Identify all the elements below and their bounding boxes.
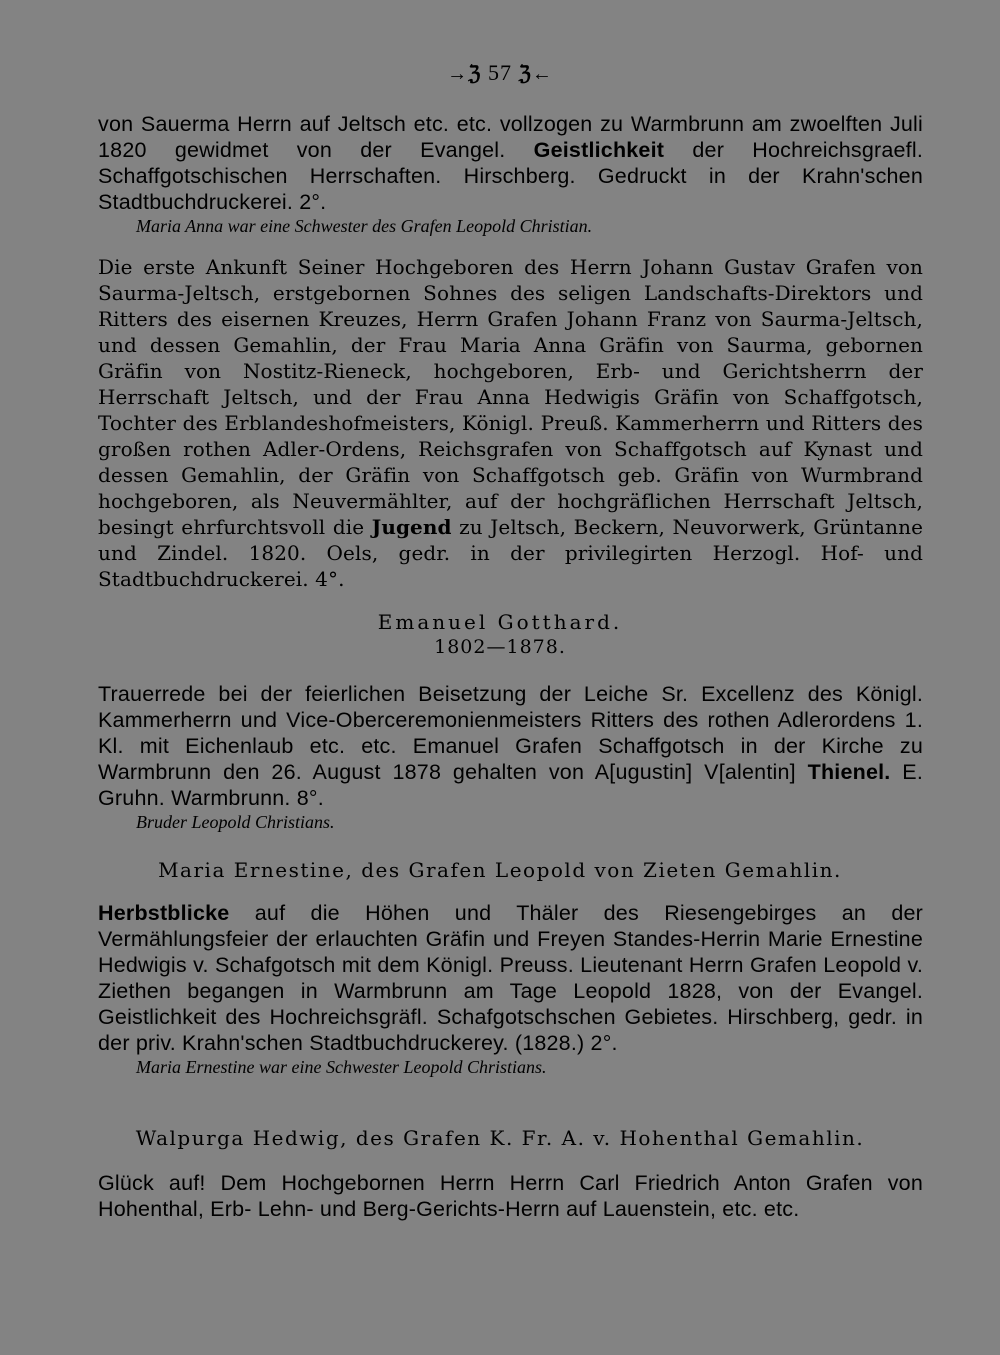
entry-text [98,900,923,1056]
heading-name: Emanuel Gotthard. [377,610,623,634]
entry-text-start: von Sauerma Herrn auf Jeltsch etc. etc. vollzogen zu Warmbrunn am zwoelften Juli 1820 gewidmet von der Evangel. [98,112,923,162]
entry-hohenthal [98,1170,923,1222]
page-number: 57 [488,60,512,85]
entry-text [98,254,923,592]
entry-note: Maria Anna war eine Schwester des Grafen Leopold Christian. [136,216,593,236]
entry-text-end: auf die Höhen und Thäler des Riesengebirges an der Vermählungsfeier der erlauchten Gräfin und Freyen Standes-Herrin Marie Ernestine Hedwigis v. Schafgotsch mit dem Königl. Preuss. Lieutenant Herrn Grafen Leopold v. Ziethen begangen in Warmbrunn am Tage Leopold 1828, von der Evangel. Geistlichkeit des Hochreichsgräfl. Schafgotschschen Gebietes. Hirschberg, gedr. in der priv. Krahn'schen Stadtbuchdruckerey. (1828.) 2°. [98,901,923,1055]
ornament-left: →ℨ [447,63,482,85]
entry-text-end: der Hochreichsgraefl. Schaffgotschischen Herrschaften. Hirschberg. Gedruckt in der Krahn'schen Stadtbuchdruckerei. 2°. [98,138,923,214]
entry-text [98,111,923,215]
entry-note: Bruder Leopold Christians. [136,812,335,832]
entry-text-end: E. Gruhn. Warmbrunn. 8°. [98,760,923,810]
entry-author: Jugend [371,515,452,539]
page-header [0,60,1000,86]
entry-trauerrede-1878 [98,681,923,833]
entry-title: Herbstblicke [98,901,230,925]
entry-text-start: Die erste Ankunft Seiner Hochgeboren des Herrn Johann Gustav Grafen von Saurma-Jeltsch, erstgebornen Sohnes des seligen Landschafts-Direktors und Ritters des eisernen Kreuzes, Herrn Grafen Johann Franz von Saurma-Jeltsch, und dessen Gemahlin, der Frau Maria Anna Gräfin von Saurma, gebornen Gräfin von Nostitz-Rieneck, hochgeboren, Erb- und Gerichtsherrn der Herrschaft Jeltsch, und der Frau Anna Hedwigis Gräfin von Schaffgotsch, Tochter des Erblandeshofmeisters, Königl. Preuß. Kammerherrn und Ritters des großen rothen Adler-Ordens, Reichsgrafen von Schaffgotsch auf Kynast und dessen Gemahlin, der Gräfin von Schaffgotsch geb. Gräfin von Wurmbrand hochgeboren, als Neuvermählter, auf der hochgräflichen Herrschaft Jeltsch, besingt ehrfurchtsvoll die [98,255,923,539]
ornament-right: ℨ← [518,63,553,85]
section-heading-maria-ernestine [0,858,1000,882]
entry-text-end: zu Jeltsch, Beckern, Neuvorwerk, Grüntanne und Zindel. 1820. Oels, gedr. in der privilegirten Herzogl. Hof- und Stadtbuchdruckerei. 4°. [98,515,924,591]
entry-jeltsch-1820 [98,254,923,592]
entry-text-start: Trauerrede bei der feierlichen Beisetzung der Leiche Sr. Excellenz des Königl. Kammerherrn und Vice-Oberceremonienmeisters Ritters des rothen Adlerordens 1. Kl. mit Eichenlaub etc. etc. Emanuel Grafen Schaffgotsch in der Kirche zu Warmbrunn den 26. August 1878 gehalten von A[ugustin] V[alentin] [98,682,923,784]
heading-years: 1802—1878. [434,636,566,658]
section-heading-emanuel [0,610,1000,658]
heading-name: Maria Ernestine, des Grafen Leopold von Zieten Gemahlin. [158,858,842,882]
section-heading-walpurga [0,1126,1000,1150]
entry-note: Maria Ernestine war eine Schwester Leopold Christians. [136,1057,547,1077]
entry-herbstblicke-1828 [98,900,923,1078]
entry-author: Geistlichkeit [533,138,665,162]
entry-text [98,681,923,811]
entry-text: Glück auf! Dem Hochgebornen Herrn Herrn Carl Friedrich Anton Grafen von Hohenthal, Erb- Lehn- und Berg-Gerichts-Herrn auf Lauenstein, etc. etc. [98,1171,923,1221]
heading-name: Walpurga Hedwig, des Grafen K. Fr. A. v. Hohenthal Gemahlin. [135,1126,865,1150]
entry-author: Thienel. [807,760,891,784]
entry-sauerma-1820 [98,111,923,237]
